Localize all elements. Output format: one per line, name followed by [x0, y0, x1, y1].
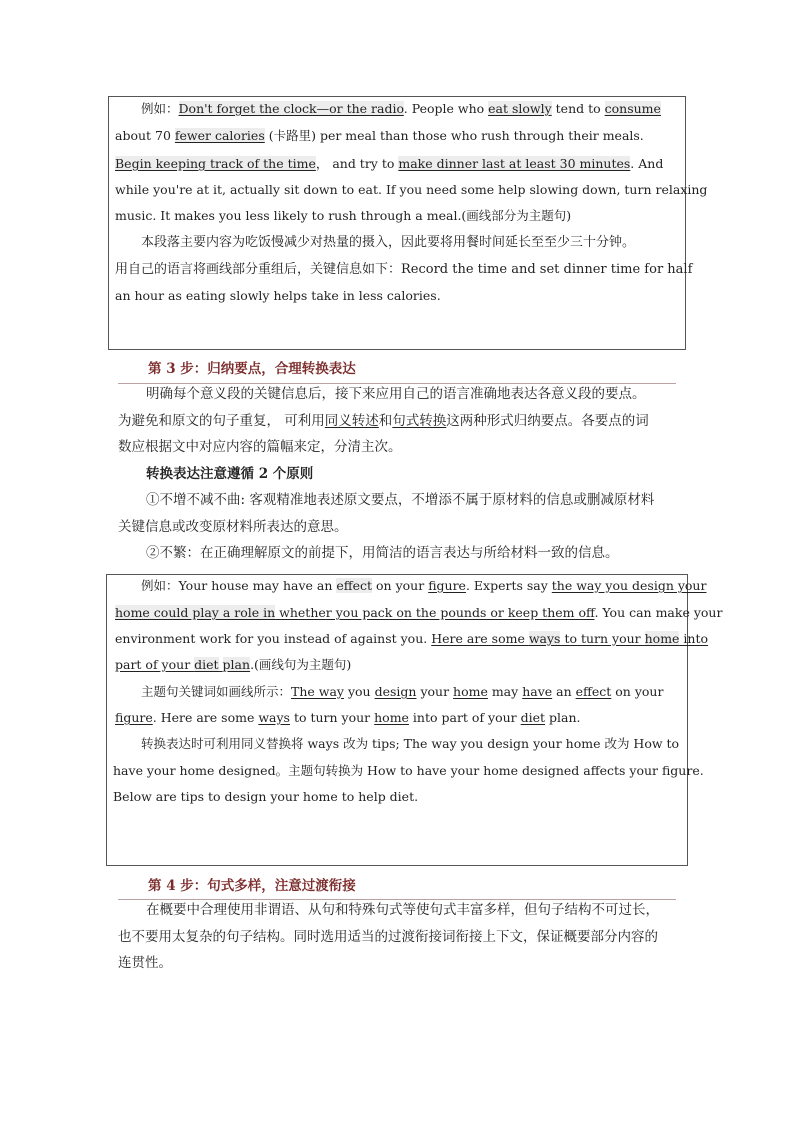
- box2-line-1: 例如：Your house may have an effect on your figure. Experts say the way you design your: [141, 578, 707, 593]
- box2-line-6: figure. Here are some ways to turn your home into part of your diet plan.: [115, 710, 581, 725]
- box1-line-5: music. It makes you less likely to rush through a meal.(画线部分为主题句): [115, 208, 572, 223]
- box2-line-8: have your home designed。主题句转换为 How to have your home designed affects your figure.: [113, 763, 704, 778]
- example-box-2: [106, 574, 723, 866]
- step3-paragraph: [118, 381, 678, 567]
- step4-line-2: 也不要用太复杂的句子结构。同时选用适当的过渡衔接词衔接上下文，保证概要部分内容的: [118, 928, 658, 945]
- box1-line-2: about 70 fewer calories (卡路里) per meal than those who rush through their meals.: [115, 128, 644, 143]
- step4-paragraph: [118, 897, 678, 977]
- box2-line-9: Below are tips to design your home to help diet.: [113, 789, 419, 804]
- step4-line-3: 连贯性。: [118, 955, 172, 971]
- step3-heading: 第 3 步：归纳要点，合理转换表达: [148, 361, 356, 377]
- step3-p1-line-2: 为避免和原文的句子重复， 可利用同义转述和句式转换这两种形式归纳要点。各要点的词: [118, 412, 649, 429]
- box2-line-7: 转换表达时可利用同义替换将 ways 改为 tips; The way you design your home 改为 How to: [141, 736, 680, 751]
- step3-rule-2: ②不繁：在正确理解原文的前提下，用简洁的语言表达与所给材料一致的信息。: [146, 545, 619, 561]
- box1-line-8: an hour as eating slowly helps take in less calories.: [115, 288, 441, 303]
- box2-line-2: home could play a role in whether you pack on the pounds or keep them off. You can make your: [115, 605, 723, 620]
- box1-line-6: 本段落主要内容为吃饭慢减少对热量的摄入，因此要将用餐时间延长至至少三十分钟。: [141, 235, 636, 250]
- box1-line-7: 用自己的语言将画线部分重组后，关键信息如下：Record the time and set dinner time for half: [115, 262, 693, 277]
- box2-line-3: environment work for you instead of against you. Here are some ways to turn your home into: [115, 631, 709, 646]
- example-box-1: [108, 96, 708, 350]
- step3-p1-line-1: 明确每个意义段的关键信息后，接下来应用自己的语言准确地表达各意义段的要点。: [146, 386, 646, 402]
- box1-line-3: Begin keeping track of the time， and try to make dinner last at least 30 minutes. And: [115, 156, 664, 171]
- box2-line-5: 主题句关键词如画线所示：The way you design your home may have an effect on your: [141, 684, 664, 699]
- step3-p1-line-3: 数应根据文中对应内容的篇幅来定，分清主次。: [118, 439, 402, 455]
- box1-line-1: 例如：Don't forget the clock—or the radio. People who eat slowly tend to consume: [141, 101, 661, 116]
- box2-line-4: part of your diet plan.(画线句为主题句): [115, 657, 352, 672]
- step4-heading: 第 4 步：句式多样，注意过渡衔接: [148, 878, 356, 894]
- step3-rule-1-line-2: 关键信息或改变原材料所表达的意思。: [118, 518, 348, 535]
- step3-rule-1-line-1: ①不增不减不曲: 客观精准地表述原文要点，不增添不属于原材料的信息或删减原材料: [146, 492, 655, 508]
- step3-subheading: 转换表达注意遵循 2 个原则: [146, 465, 314, 482]
- step4-line-1: 在概要中合理使用非谓语、从句和特殊句式等使句式丰富多样，但句子结构不可过长，: [146, 902, 659, 918]
- box1-line-4: while you're at it, actually sit down to eat. If you need some help slowing down, turn relaxing: [115, 182, 708, 197]
